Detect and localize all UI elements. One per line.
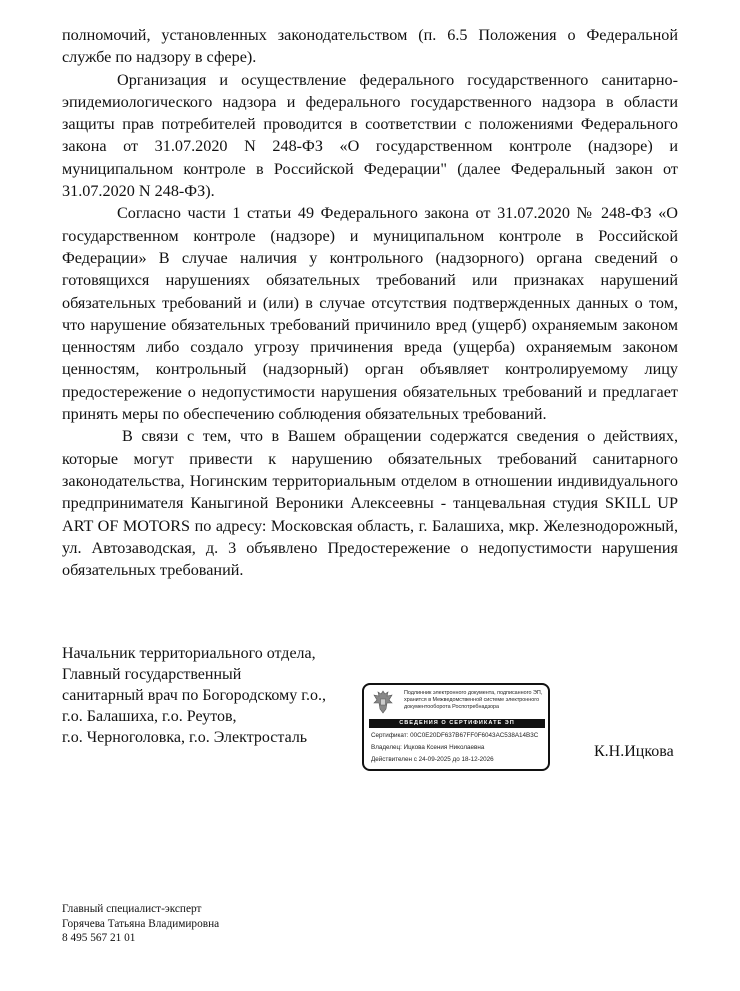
coat-of-arms-icon (372, 689, 394, 715)
certificate-owner: Владелец: Ицкова Ксения Николаевна (371, 744, 485, 751)
certificate-validity: Действителен с 24-09-2025 до 18-12-2026 (371, 756, 494, 763)
position-line: г.о. Черноголовка, г.о. Электросталь (62, 729, 308, 746)
certificate-number: Сертификат: 00C0E20DF637B67FF0F6043AC538A14B3C (371, 732, 539, 739)
paragraph-article-49: Согласно части 1 статьи 49 Федерального закона от 31.07.2020 № 248-ФЗ «О государственном контроле (надзоре) и муниципальном контроле в Российской Федерации» В случае наличия у контрольного (надзорного) органа сведений о готовящихся нарушениях обязательных требований или признаках нарушений обязательных требований и (или) в случае отсутствия подтвержденных данных о том, что нарушение обязательных требований причинило вред (ущерб) охраняемым законом ценностям либо создало угрозу причинения вреда (ущерба) охраняемым законом ценностям, контрольный (надзорный) орган объявляет контролируемому лицу предостережение о недопустимости нарушения обязательных требований и предлагает принять меры по обеспечению соблюдения обязательных требований. (62, 204, 678, 424)
paragraph-organization: Организация и осуществление федерального государственного санитарно-эпидемиологического надзора и федерального государственного надзора в области защиты прав потребителей проводится в соответствии с положениями Федерального закона от 31.07.2020 N 248-ФЗ «О государственном контроле (надзоре) и муниципальном контроле в Российской Федерации" (далее Федеральный закон от 31.07.2020 N 248-ФЗ). (62, 70, 678, 201)
paragraph-authority: полномочий, установленных законодательством (п. 6.5 Положения о Федеральной службе по надзору в сфере). (62, 26, 678, 67)
signer-name: К.Н.Ицкова (594, 743, 674, 760)
position-line: г.о. Балашиха, г.о. Реутов, (62, 708, 237, 725)
paragraph-warning: В связи с тем, что в Вашем обращении содержатся сведения о действиях, которые могут привести к нарушению обязательных требований санитарного законодательства, Ногинским территориальным отделом в отношении индивидуального предпринимателя Каныгиной Вероники Алексеевны - танцевальная студия SKILL UP ART OF MOTORS по адресу: Московская область, г. Балашиха, мкр. Железнодорожный, ул. Автозаводская, д. 3 объявлено Предостережение о недопустимости нарушения обязательных требований. (62, 427, 678, 580)
electronic-signature-stamp (362, 683, 550, 771)
stamp-note: Подлинник электронного документа, подписанного ЭП, хранится в Межведомственной системе электронного документооборота Роспотребнадзора (404, 690, 543, 710)
document-body (62, 24, 678, 581)
position-line: Главный государственный (62, 666, 242, 683)
executor-name: Горячева Татьяна Владимировна (62, 917, 220, 930)
signer-position (62, 643, 326, 748)
stamp-header: СВЕДЕНИЯ О СЕРТИФИКАТЕ ЭП (369, 719, 545, 728)
executor-position: Главный специалист-эксперт (62, 903, 202, 915)
executor-phone: 8 495 567 21 01 (62, 932, 136, 944)
position-line: санитарный врач по Богородскому г.о., (62, 687, 326, 704)
position-line: Начальник территориального отдела, (62, 645, 316, 662)
executor-info (62, 902, 219, 946)
